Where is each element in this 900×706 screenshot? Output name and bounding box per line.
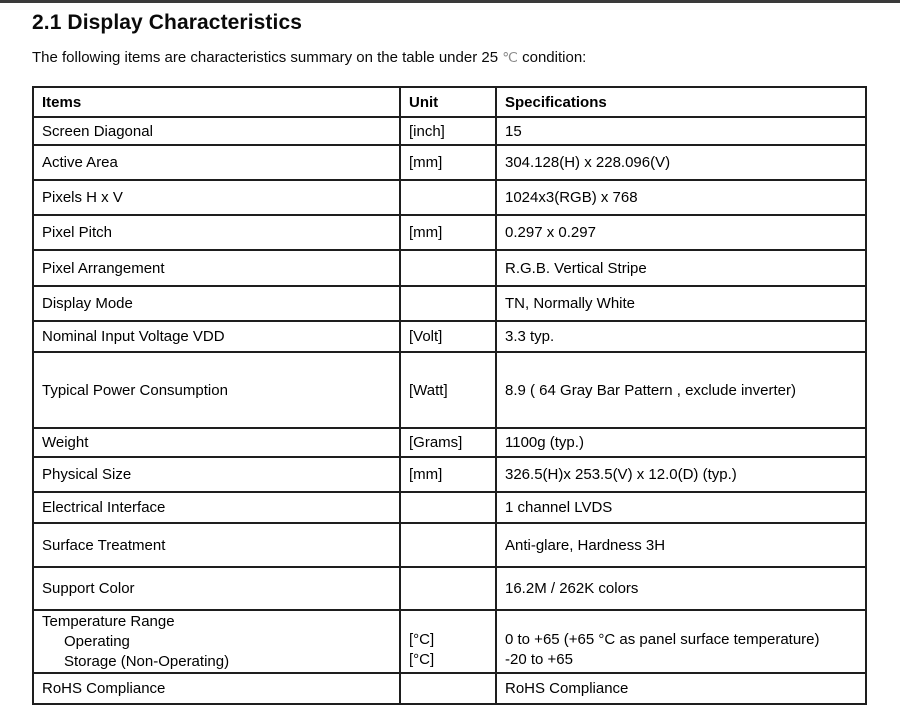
cell-unit bbox=[400, 567, 496, 610]
cell-spec: 8.9 ( 64 Gray Bar Pattern , exclude inverter) bbox=[496, 352, 866, 428]
cell-unit: [Volt] bbox=[400, 321, 496, 352]
intro-text bbox=[32, 48, 865, 67]
cell-unit: [inch] bbox=[400, 117, 496, 145]
table-row bbox=[33, 250, 866, 286]
characteristics-table bbox=[32, 86, 867, 705]
header-unit: Unit bbox=[400, 87, 496, 117]
cell-unit bbox=[400, 250, 496, 286]
header-specifications: Specifications bbox=[496, 87, 866, 117]
celsius-symbol: ℃ bbox=[502, 49, 518, 65]
table-row bbox=[33, 610, 866, 673]
intro-text-prefix: The following items are characteristics summary on the table under 25 bbox=[32, 49, 503, 66]
cell-item-line: Operating bbox=[64, 633, 130, 650]
cell-unit: [mm] bbox=[400, 145, 496, 180]
cell-spec: RoHS Compliance bbox=[496, 673, 866, 704]
intro-text-suffix: condition: bbox=[517, 49, 587, 66]
table-row bbox=[33, 673, 866, 704]
cell-spec: 1024x3(RGB) x 768 bbox=[496, 180, 866, 215]
cell-item: Electrical Interface bbox=[33, 492, 400, 523]
cell-item: RoHS Compliance bbox=[33, 673, 400, 704]
cell-spec: TN, Normally White bbox=[496, 286, 866, 321]
cell-spec bbox=[496, 610, 866, 673]
cell-item: Display Mode bbox=[33, 286, 400, 321]
cell-unit-line: [°C] bbox=[409, 651, 435, 668]
cell-item: Screen Diagonal bbox=[33, 117, 400, 145]
cell-spec: 1100g (typ.) bbox=[496, 428, 866, 457]
table-row bbox=[33, 352, 866, 428]
cell-unit-line: [°C] bbox=[409, 631, 435, 648]
cell-spec-line: 0 to +65 (+65 °C as panel surface temperature) bbox=[505, 631, 820, 648]
page-top-border bbox=[0, 0, 900, 3]
cell-item bbox=[33, 610, 400, 673]
cell-spec: 3.3 typ. bbox=[496, 321, 866, 352]
table-row bbox=[33, 321, 866, 352]
cell-unit bbox=[400, 673, 496, 704]
cell-spec: 304.128(H) x 228.096(V) bbox=[496, 145, 866, 180]
table-row bbox=[33, 180, 866, 215]
cell-spec: 1 channel LVDS bbox=[496, 492, 866, 523]
table-row bbox=[33, 215, 866, 250]
cell-unit bbox=[400, 492, 496, 523]
table-row bbox=[33, 117, 866, 145]
cell-spec: Anti-glare, Hardness 3H bbox=[496, 523, 866, 567]
table-row bbox=[33, 145, 866, 180]
cell-unit bbox=[400, 286, 496, 321]
cell-unit bbox=[400, 610, 496, 673]
cell-spec-line: -20 to +65 bbox=[505, 651, 573, 668]
table-row bbox=[33, 492, 866, 523]
cell-item: Support Color bbox=[33, 567, 400, 610]
cell-spec: 0.297 x 0.297 bbox=[496, 215, 866, 250]
table-row bbox=[33, 567, 866, 610]
cell-item: Pixels H x V bbox=[33, 180, 400, 215]
cell-item: Typical Power Consumption bbox=[33, 352, 400, 428]
cell-item: Pixel Arrangement bbox=[33, 250, 400, 286]
cell-unit: [mm] bbox=[400, 215, 496, 250]
table-row bbox=[33, 457, 866, 492]
cell-item: Surface Treatment bbox=[33, 523, 400, 567]
table-row bbox=[33, 523, 866, 567]
cell-item: Pixel Pitch bbox=[33, 215, 400, 250]
header-items: Items bbox=[33, 87, 400, 117]
section-title: 2.1 Display Characteristics bbox=[32, 11, 303, 34]
cell-spec: 15 bbox=[496, 117, 866, 145]
table-row bbox=[33, 286, 866, 321]
cell-item-line: Temperature Range bbox=[42, 613, 175, 630]
cell-unit bbox=[400, 180, 496, 215]
cell-spec: 16.2M / 262K colors bbox=[496, 567, 866, 610]
cell-item: Physical Size bbox=[33, 457, 400, 492]
cell-spec: R.G.B. Vertical Stripe bbox=[496, 250, 866, 286]
cell-spec: 326.5(H)x 253.5(V) x 12.0(D) (typ.) bbox=[496, 457, 866, 492]
cell-unit: [Grams] bbox=[400, 428, 496, 457]
table-header-row bbox=[33, 87, 866, 117]
cell-item-line: Storage (Non-Operating) bbox=[64, 653, 230, 670]
cell-unit: [mm] bbox=[400, 457, 496, 492]
cell-unit: [Watt] bbox=[400, 352, 496, 428]
document-page bbox=[0, 10, 900, 705]
cell-item: Active Area bbox=[33, 145, 400, 180]
table-row bbox=[33, 428, 866, 457]
cell-item: Weight bbox=[33, 428, 400, 457]
cell-item: Nominal Input Voltage VDD bbox=[33, 321, 400, 352]
cell-unit bbox=[400, 523, 496, 567]
